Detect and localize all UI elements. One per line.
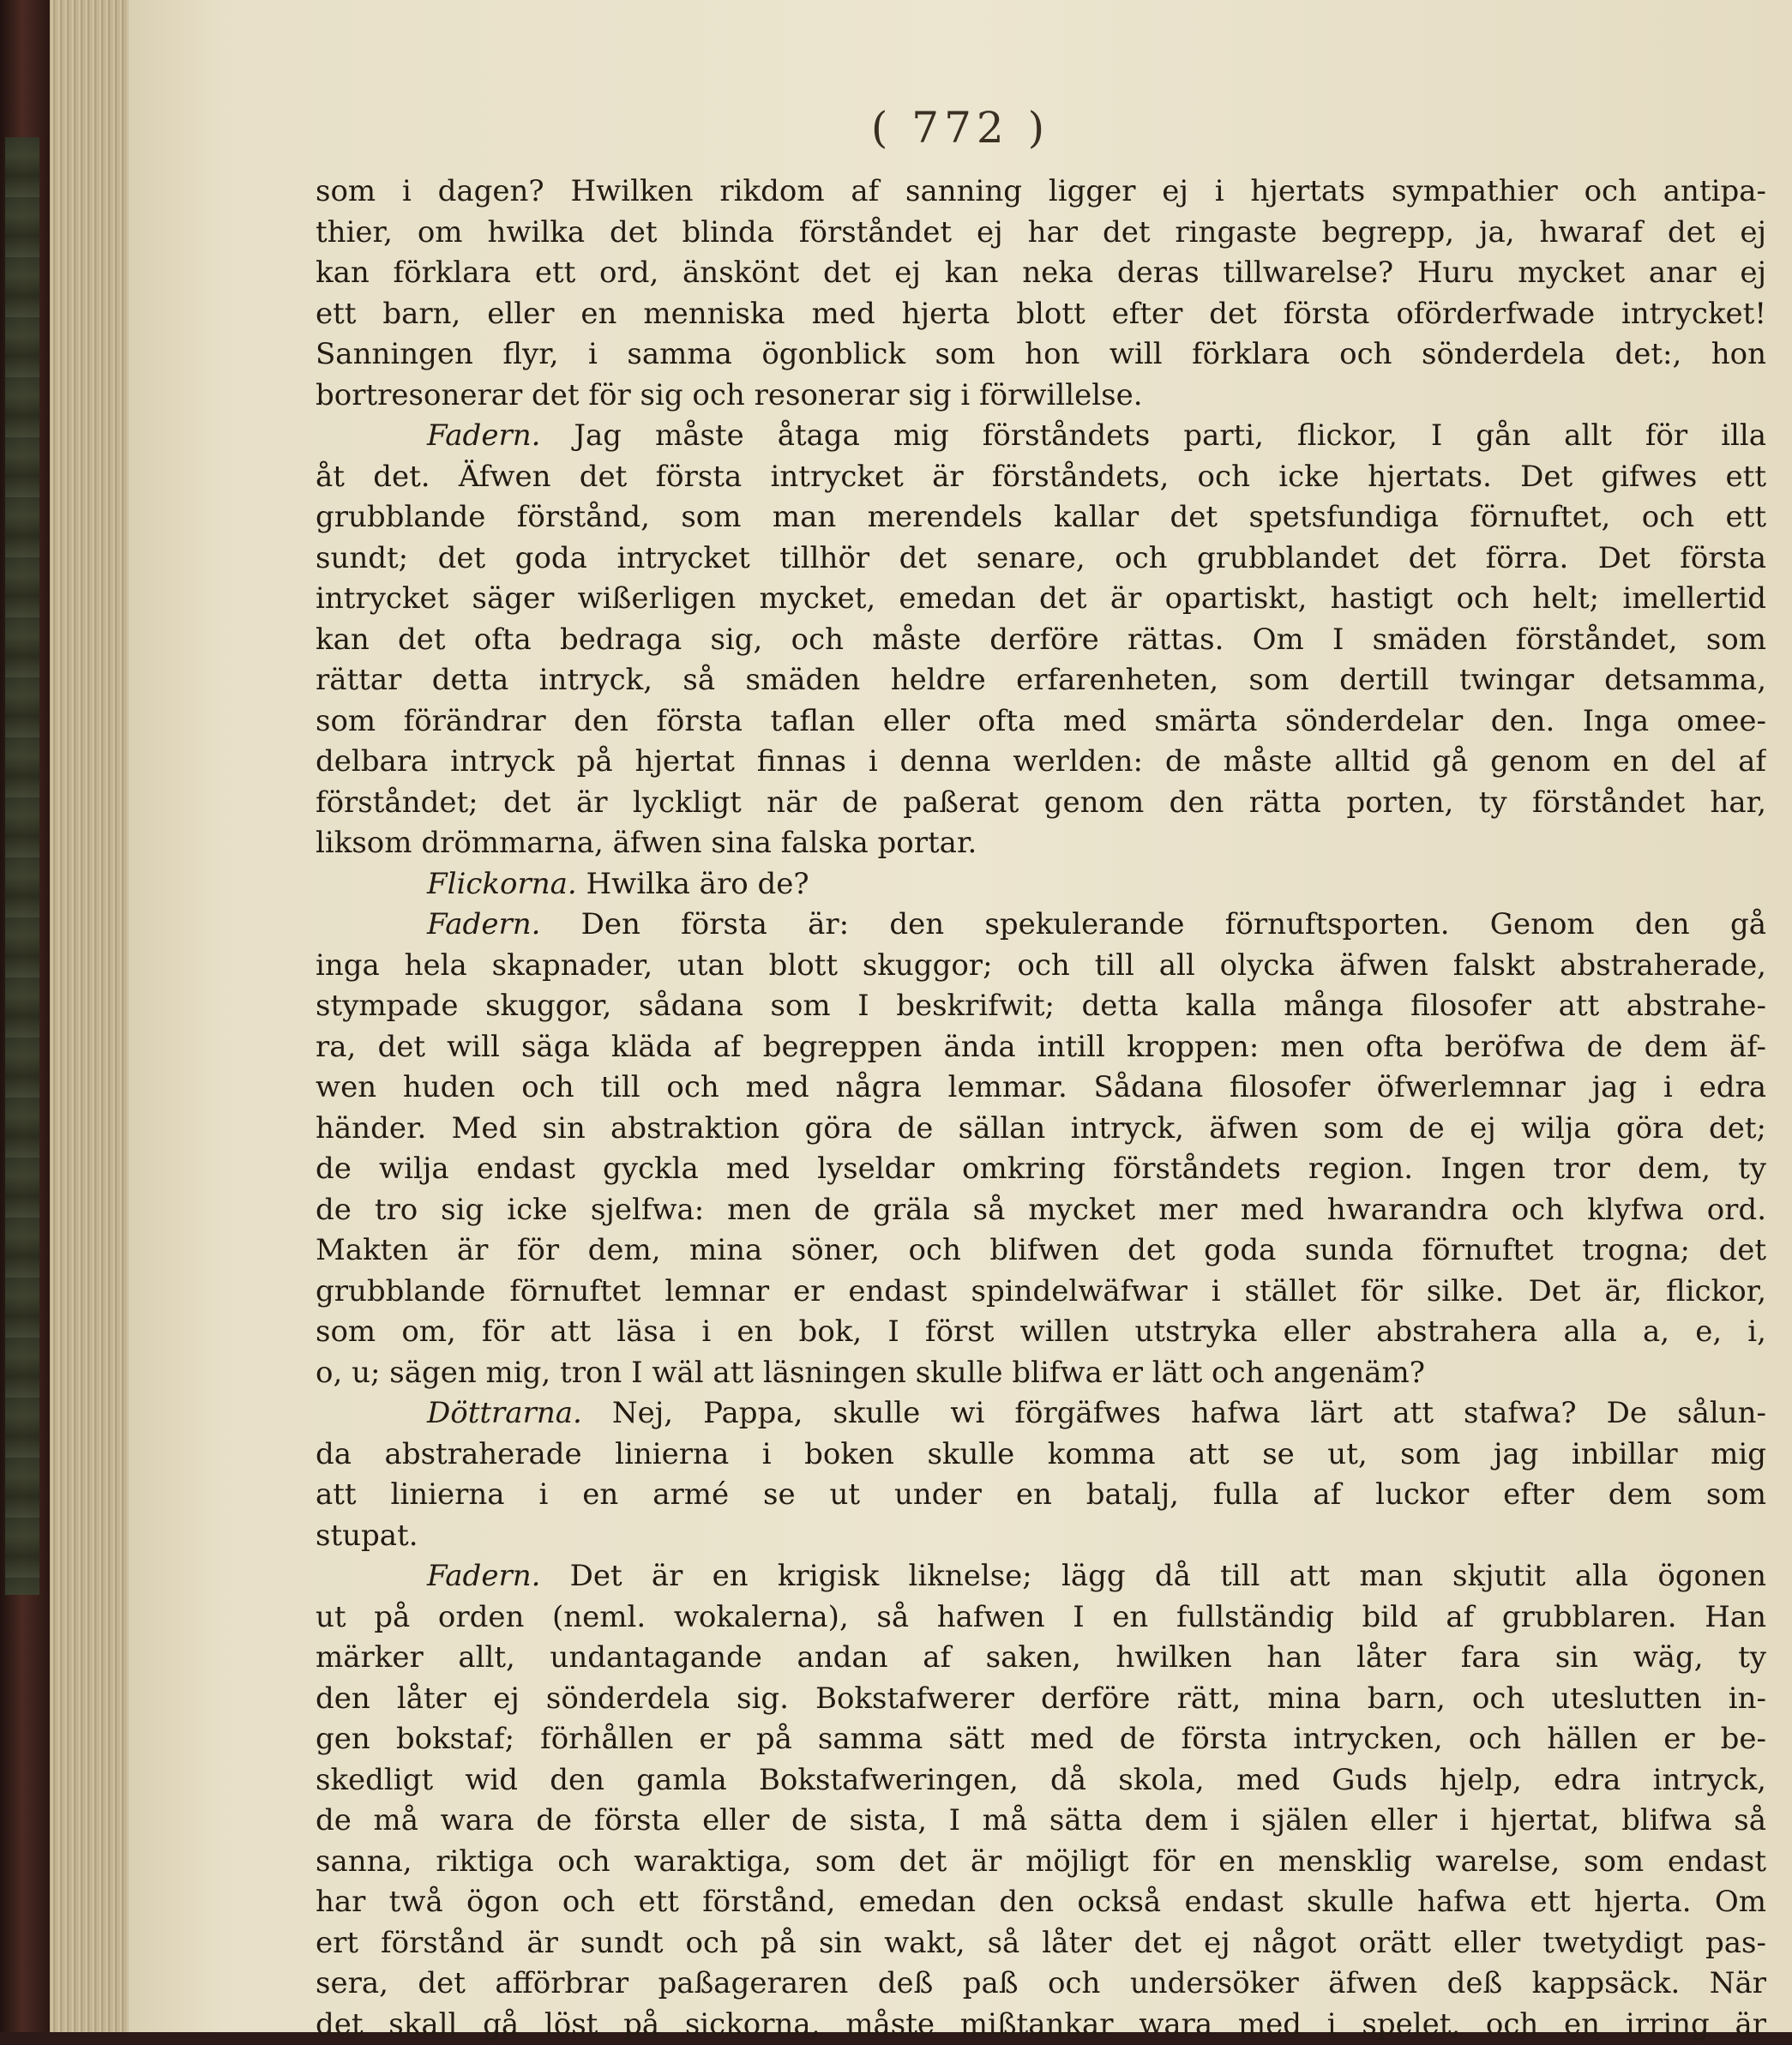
text-line [316,1923,1766,1964]
text-line [316,1393,1766,1435]
text-line [316,1109,1766,1150]
text-line [316,620,1766,661]
line-text: det skall gå löst på sickorna, måste mißtankar wara med i spelet, och en irring är [316,2007,1766,2042]
text-line [316,1597,1766,1639]
text-line [316,1964,1766,2005]
line-text: Den första är: den spekulerande förnuftsporten. Genom den gå [581,907,1766,941]
line-text: ut på orden (neml. wokalerna), så hafwen I en fullständig bild af grubblaren. Han [316,1600,1766,1634]
line-text: Hwilka äro de? [586,867,809,901]
text-line [316,1149,1766,1190]
text-line [316,1719,1766,1760]
text-line [316,905,1766,946]
body-text [316,171,1766,2045]
text-line [316,1679,1766,1720]
speaker-label: Flickorna. [427,867,577,901]
speaker-label: Fadern. [427,418,540,453]
line-text: som förändrar den första taflan eller ofta med smärta sönderdelar den. Inga omee- [316,704,1766,738]
text-line [316,1882,1766,1923]
text-line [316,1760,1766,1801]
text-line [316,1027,1766,1068]
line-text: sundt; det goda intrycket tillhör det senare, och grubblandet det förra. Det första [316,541,1766,575]
line-text: sanna, riktiga och waraktiga, som det är möjligt för en mensklig warelse, som endast [316,1844,1766,1879]
line-text: stympade skuggor, sådana som I beskrifwit; detta kalla många filosofer att abstrahe- [316,989,1766,1023]
text-line [316,701,1766,743]
line-text: märker allt, undantagande andan af saken, hwilken han låter fara sin wäg, ty [316,1640,1766,1675]
text-line [316,416,1766,457]
line-text: delbara intryck på hjertat finnas i denna werlden: de måste alltid gå genom en del af [316,744,1766,779]
line-text: thier, om hwilka det blinda förståndet ej har det ringaste begrepp, ja, hwaraf det ej [316,215,1766,250]
line-text: de må wara de första eller de sista, I må sätta dem i själen eller i hjertat, blifwa så [316,1803,1766,1837]
line-text: intrycket säger wißerligen mycket, emedan det är opartiskt, hastigt och helt; imellertid [316,581,1766,616]
speaker-label: Fadern. [427,1559,540,1593]
book-binding [0,0,50,2032]
text-line [316,1230,1766,1272]
line-text: sera, det afförbrar paßageraren deß paß och undersöker äfwen deß kappsäck. När [316,1966,1766,2000]
text-line [316,1190,1766,1231]
text-line [316,864,1766,905]
line-text: bortresonerar det för sig och resonerar sig i förwillelse. [316,378,1143,412]
line-text: Jag måste åtaga mig förståndets parti, flickor, I gån allt för illa [574,418,1766,453]
text-line [316,253,1766,294]
text-line [316,946,1766,987]
line-text: de tro sig icke sjelfwa: men de gräla så mycket mer med hwarandra och klyfwa ord. [316,1193,1766,1227]
text-line [316,457,1766,498]
line-text: har twå ögon och ett förstånd, emedan den också endast skulle hafwa ett hjerta. Om [316,1885,1766,1919]
line-text: grubblande förnuftet lemnar er endast spindelwäfwar i stället för silke. Det är, flickor, [316,1274,1766,1308]
line-text: wen huden och till och med några lemmar. Sådana filosofer öfwerlemnar jag i edra [316,1070,1766,1104]
line-text: kan förklara ett ord, änskönt det ej kan neka deras tillwarelse? Huru mycket anar ej [316,256,1766,290]
text-line [316,213,1766,254]
line-text: o, u; sägen mig, tron I wäl att läsningen skulle blifwa er lätt och angenäm? [316,1356,1425,1390]
text-line [316,334,1766,376]
text-line [316,1068,1766,1109]
text-line [316,294,1766,335]
line-text: gen bokstaf; förhållen er på samma sätt med de första intrycken, och hällen er be- [316,1722,1766,1756]
line-text: grubblande förstånd, som man merendels kallar det spetsfundiga förnuftet, och ett [316,500,1766,534]
line-text: Makten är för dem, mina söner, och blifwen det goda sunda förnuftet trogna; det [316,1233,1766,1267]
line-text: kan det ofta bedraga sig, och måste derföre rättas. Om I smäden förståndet, som [316,623,1766,657]
line-text: den låter ej sönderdela sig. Bokstafwerer derföre rätt, mina barn, och uteslutten in- [316,1681,1766,1716]
page-number: ( 772 ) [129,103,1792,153]
line-text: skedligt wid den gamla Bokstafweringen, då skola, med Guds hjelp, edra intryck, [316,1763,1766,1797]
text-line [316,986,1766,1027]
text-line [316,579,1766,620]
text-line [316,1556,1766,1597]
line-text: ra, det will säga kläda af begreppen ända intill kroppen: men ofta beröfwa de dem äf- [316,1030,1766,1064]
speaker-label: Döttrarna. [427,1396,582,1430]
line-text: händer. Med sin abstraktion göra de sällan intryck, äfwen som de ej wilja göra det; [316,1111,1766,1146]
line-text: som om, för att läsa i en bok, I först willen utstryka eller abstrahera alla a, e, i, [316,1314,1766,1349]
text-line [316,1353,1766,1394]
line-text: förståndet; det är lyckligt när de paßerat genom den rätta porten, ty förståndet har, [316,785,1766,820]
line-text: som i dagen? Hwilken rikdom af sanning ligger ej i hjertats sympathier och antipa- [316,174,1766,208]
text-line [316,742,1766,783]
text-line [316,497,1766,538]
text-line [316,2005,1766,2045]
line-text: att linierna i en armé se ut under en batalj, fulla af luckor efter dem som [316,1477,1766,1512]
text-line [316,1638,1766,1679]
text-line [316,538,1766,580]
text-line [316,1842,1766,1883]
line-text: ert förstånd är sundt och på sin wakt, så låter det ej något orätt eller twetydigt pas- [316,1926,1766,1960]
text-line [316,823,1766,864]
text-line [316,1435,1766,1476]
line-text: ett barn, eller en menniska med hjerta blott efter det första oförderfwade intrycket! [316,297,1766,331]
text-line [316,1801,1766,1842]
speaker-label: Fadern. [427,907,540,941]
text-line [316,1312,1766,1353]
line-text: de wilja endast gyckla med lyseldar omkring förståndets region. Ingen tror dem, ty [316,1152,1766,1186]
line-text: Det är en krigisk liknelse; lägg då till att man skjutit alla ögonen [570,1559,1766,1593]
text-line [316,1516,1766,1557]
text-line [316,783,1766,824]
text-line [316,1272,1766,1313]
line-text: Nej, Pappa, skulle wi förgäfwes hafwa lärt att stafwa? De sålun- [612,1396,1766,1430]
line-text: stupat. [316,1519,418,1553]
text-line [316,171,1766,213]
line-text: liksom drömmarna, äfwen sina falska portar. [316,826,977,860]
text-line [316,1475,1766,1516]
line-text: Sanningen flyr, i samma ögonblick som hon will förklara och sönderdela det:, hon [316,337,1766,371]
line-text: da abstraherade linierna i boken skulle komma att se ut, som jag inbillar mig [316,1437,1766,1471]
text-line [316,660,1766,701]
line-text: inga hela skapnader, utan blott skuggor; och till all olycka äfwen falskt abstraherade, [316,948,1766,983]
text-line [316,376,1766,417]
line-text: åt det. Äfwen det första intrycket är förståndets, och icke hjertats. Det gifwes ett [316,460,1766,494]
book-page [129,0,1792,2032]
line-text: rättar detta intryck, så smäden heldre erfarenheten, som dertill twingar detsamma, [316,663,1766,697]
